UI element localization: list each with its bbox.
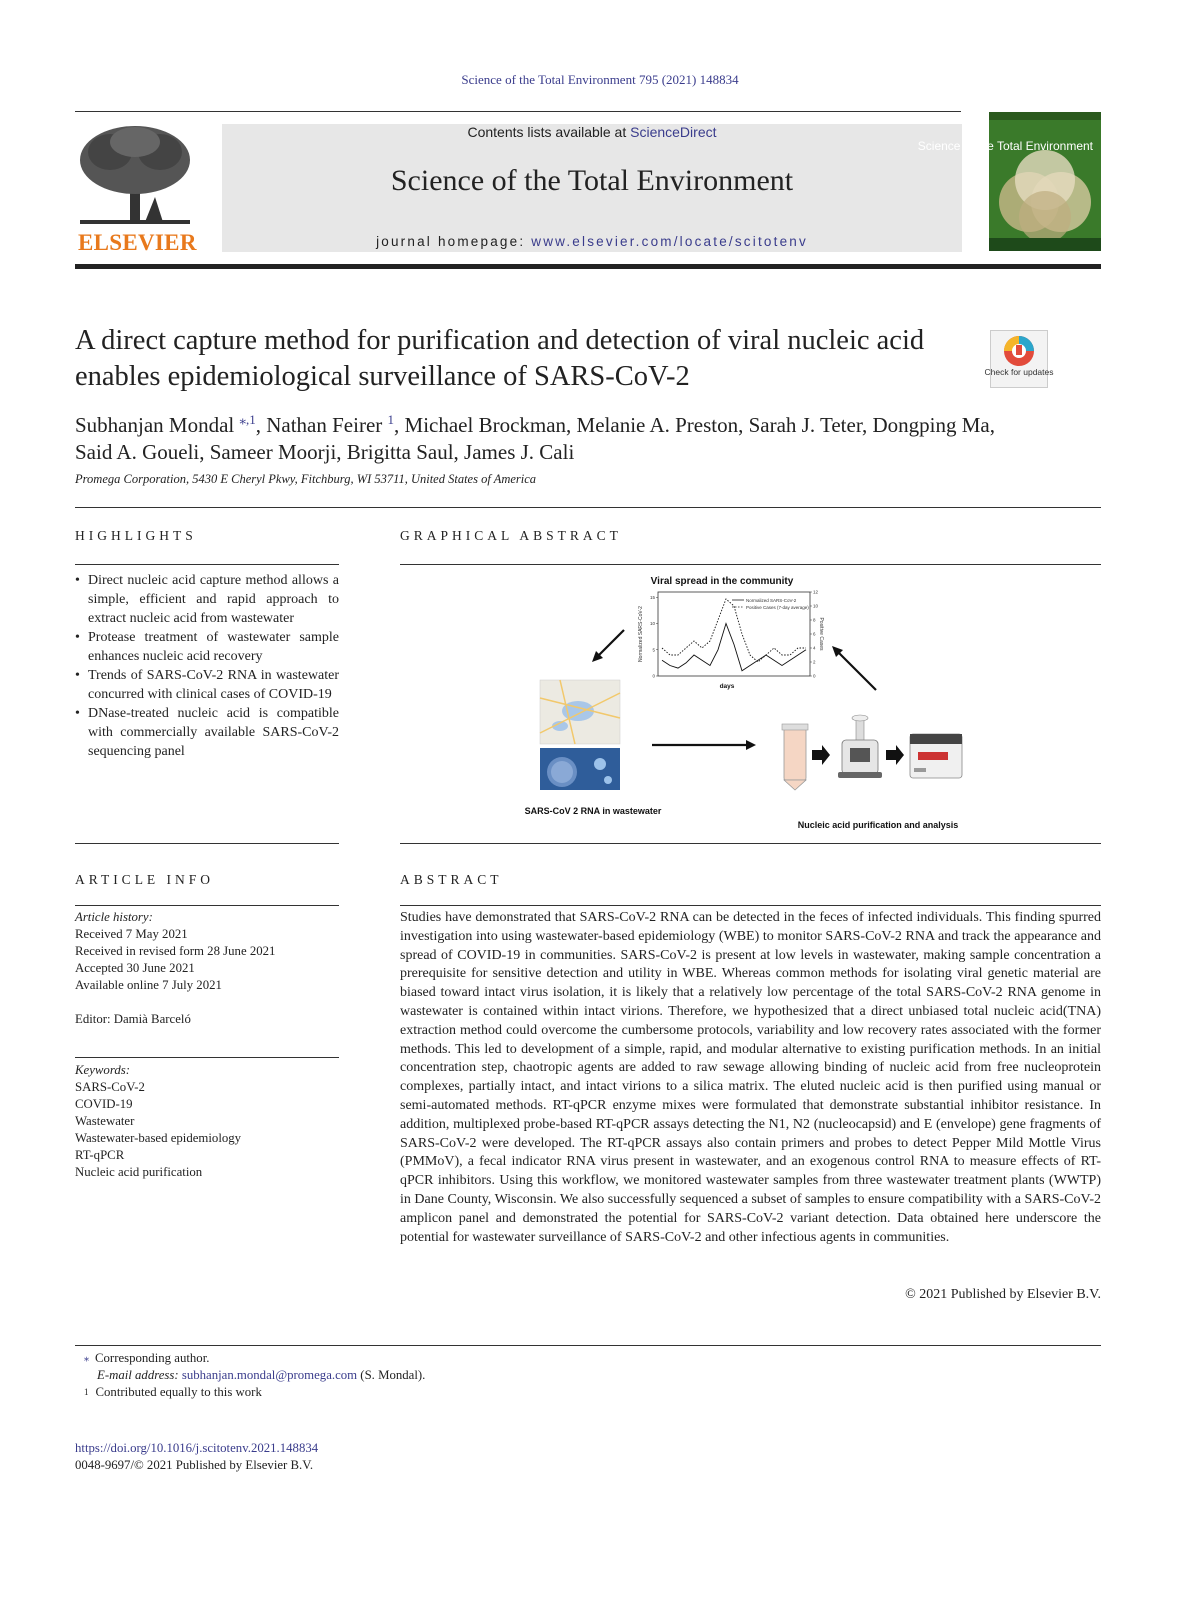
tree-icon [75,122,195,227]
purification-device-icon [838,715,882,778]
abstract-copyright: © 2021 Published by Elsevier B.V. [905,1287,1101,1302]
revised-date: Received in revised form 28 June 2021 [75,944,276,958]
y-right-tick-label: 4 [813,645,816,651]
abstract-body: Studies have demonstrated that SARS-CoV-2 RNA can be detected in the feces of infected individuals. This finding spurred investigation into using wastewater-based epidemiology (WBE) to monitor SARS-CoV-2 RNA and track the appearance and spread of COVID-19 in communities. SARS-CoV-2 is present at low levels in wastewater, making sample concentration a prerequisite for sensitive detection and utility in WBE. Whereas common methods for isolating viral genetic material are biased toward intact virus isolation, it is likely that a relatively low percentage of the total SARS-CoV-2 RNA genome in wastewater is contained within intact virions. Therefore, we hypothesized that a direct unbiased total nucleic acid(TNA) extraction method could overcome the cumbersome protocols, variability and low recovery rates associated with the former methods. This led to development of a simple, rapid, and modular alternative to existing purification methods. In an initial concentration step, chaotropic agents are added to raw sewage allowing binding of nucleic acid from free nucleoprotein complexes, partially intact, and intact virions to a silica matrix. The eluted nucleic acid is then purified using manual or semi-automated methods. RT-qPCR enzyme mixes were formulated that demonstrate substantial inhibitor resistance. In addition, multiplexed probe-based RT-qPCR assays detecting the N1, N2 (nucleocapsid) and E (envelope) gene fragments of SARS-CoV-2 were developed. The RT-qPCR assays also contain primers and probes to detect Pepper Mild Mottle Virus (PMMoV), a fecal indicator RNA virus present in wastewater, and an exogenous control RNA to measure effects of RT-qPCR inhibitors. Using this workflow, we monitored wastewater samples from three wastewater treatment plants (WWTP) in Dane County, Wisconsin. We also successfully sequenced a subset of samples to ensure compatibility with a SARS-CoV-2 amplicon panel and demonstrated the potential for SARS-CoV-2 variant detection. Data obtained here underscore the potential for wastewater surveillance of SARS-CoV-2 and other infectious agents in communities. [400,910,1101,1245]
header-rule [75,111,961,112]
elsevier-logo [75,122,195,256]
equal-text: Contributed equally to this work [95,1385,262,1399]
author-line1-b[interactable]: , Nathan Feirer [255,413,388,437]
homepage-prefix: journal homepage: [376,234,532,249]
y-tick-label: 5 [652,647,655,653]
graphical-abstract-figure[interactable] [520,568,1000,840]
highlight-item: • Direct nucleic acid capture method allows a simple, efficient and rapid approach to extract nucleic acid from wastewater [75,571,339,628]
author-line2[interactable]: Said A. Goueli, Sameer Moorji, Brigitta Saul, James J. Cali [75,440,575,464]
issn-line: 0048-9697/© 2021 Published by Elsevier B.V. [75,1458,314,1472]
footnotes [84,1350,984,1401]
caption-wastewater: SARS-CoV 2 RNA in wastewater [524,806,662,816]
homepage-link[interactable]: www.elsevier.com/locate/scitotenv [531,234,808,249]
highlights-bottom-rule [75,843,339,844]
crossmark-icon [984,331,1054,387]
author-line1-a[interactable]: Subhanjan Mondal [75,413,240,437]
arrow-right-small [886,745,904,765]
sample-tube-icon [782,724,808,790]
graphical-abstract-rule [400,564,1101,565]
keyword: RT-qPCR [75,1148,125,1162]
caption-purification: Nucleic acid purification and analysis [797,820,959,830]
accepted-date: Accepted 30 June 2021 [75,961,195,975]
y-right-tick-label: 8 [813,617,816,623]
chart-xlabel: days [719,683,735,690]
abstract-rule [400,905,1101,906]
contents-line [222,124,962,140]
arrow-down-left [598,630,624,656]
journal-header-box [222,124,962,252]
map-image [540,680,620,744]
y-tick-label: 10 [649,621,655,626]
highlights-list [75,571,339,761]
y-right-tick-label: 2 [813,659,816,665]
equal-mark: 1 [84,1387,89,1397]
keywords [75,1062,339,1181]
journal-cover[interactable] [917,112,1101,251]
highlights-heading: HIGHLIGHTS [75,528,197,543]
virus-image [540,748,620,790]
legend-entry-2: Positive Cases (7-day average) [746,605,809,610]
affiliation: Promega Corporation, 5430 E Cheryl Pkwy, Fitchburg, WI 53711, United States of America [75,472,537,486]
author-list [75,406,1105,466]
y-right-tick-label: 10 [813,603,819,609]
corr-mark: ⁎ [84,1353,89,1364]
keyword: Wastewater [75,1114,135,1128]
chart-ylabel-left: Normalized SARS-CoV-2 [638,606,644,662]
crossmark-button[interactable] [984,330,1054,388]
graphical-abstract-bottom-rule [400,843,1101,844]
article-info-rule [75,905,339,906]
received-date: Received 7 May 2021 [75,927,188,941]
homepage-line [222,234,962,249]
abstract-heading: ABSTRACT [400,872,503,887]
journal-reference[interactable]: Science of the Total Environment 795 (2021) 148834 [461,72,739,87]
graphical-abstract-heading: GRAPHICAL ABSTRACT [400,528,622,543]
y-right-tick-label: 6 [813,631,816,637]
highlight-item: • DNase-treated nucleic acid is compatible with commercially available SARS-CoV-2 sequencing panel [75,704,339,761]
elsevier-wordmark: ELSEVIER [78,230,197,255]
footnote-rule [75,1345,1101,1346]
highlight-item: • Protease treatment of wastewater sample enhances nucleic acid recovery [75,628,339,666]
crossmark-label: Check for updates [984,367,1054,377]
contents-prefix: Contents lists available at [467,124,631,140]
cover-title: Science of the Total Environment [917,139,1093,153]
email-suffix: (S. Mondal). [357,1368,426,1382]
keywords-rule [75,1057,339,1058]
y-tick-label: 0 [652,673,655,679]
author-sup-b[interactable]: 1 [387,412,395,427]
qpcr-instrument-icon [910,734,962,778]
sciencedirect-link[interactable]: ScienceDirect [630,124,717,140]
y-tick-label: 15 [649,594,655,600]
series-line-normalized-sars-cov-2 [662,624,806,671]
chart-ylabel-right: Positive Cases [818,617,824,651]
author-sup-a[interactable]: ⁎,1 [239,412,256,427]
doi-block [75,1440,318,1474]
corr-text: Corresponding author. [95,1351,210,1365]
corresponding-footnote [84,1350,984,1367]
article-history [75,909,339,1028]
history-label: Article history: [75,910,153,924]
equal-contribution-footnote [84,1384,984,1401]
keywords-label: Keywords: [75,1063,130,1077]
article-title: A direct capture method for purification and detection of viral nucleic acid enables epidemiological surveillance of SARS-CoV-2 [75,325,925,392]
y-right-tick-label: 0 [813,673,816,679]
arrow-up-left [838,652,876,690]
arrow-head [746,740,756,750]
author-line1-c[interactable]: , Michael Brockman, Melanie A. Preston, Sarah J. Teter, Dongping Ma, [394,413,995,437]
affiliation-rule [75,507,1101,508]
highlight-item: • Trends of SARS-CoV-2 RNA in wastewater concurred with clinical cases of COVID-19 [75,666,339,704]
legend-entry-1: Normalized SARS-CoV-2 [746,598,797,603]
keyword: Nucleic acid purification [75,1165,203,1179]
highlights-rule [75,564,339,565]
journal-name: Science of the Total Environment [390,164,794,197]
online-date: Available online 7 July 2021 [75,978,222,992]
email-footnote [84,1367,984,1384]
arrow-right-small [812,745,830,765]
keyword: Wastewater-based epidemiology [75,1131,242,1145]
article-info-heading: ARTICLE INFO [75,872,215,887]
doi-link[interactable]: https://doi.org/10.1016/j.scitotenv.2021.148834 [75,1441,319,1455]
keyword: SARS-CoV-2 [75,1080,145,1094]
editor: Editor: Damià Barceló [75,1012,191,1026]
y-right-tick-label: 12 [813,589,819,595]
keyword: COVID-19 [75,1097,133,1111]
header-thick-rule [75,264,1101,269]
email-link[interactable]: subhanjan.mondal@promega.com [181,1368,358,1382]
chart-title: Viral spread in the community [650,576,794,587]
email-label: E-mail address: [97,1368,182,1382]
